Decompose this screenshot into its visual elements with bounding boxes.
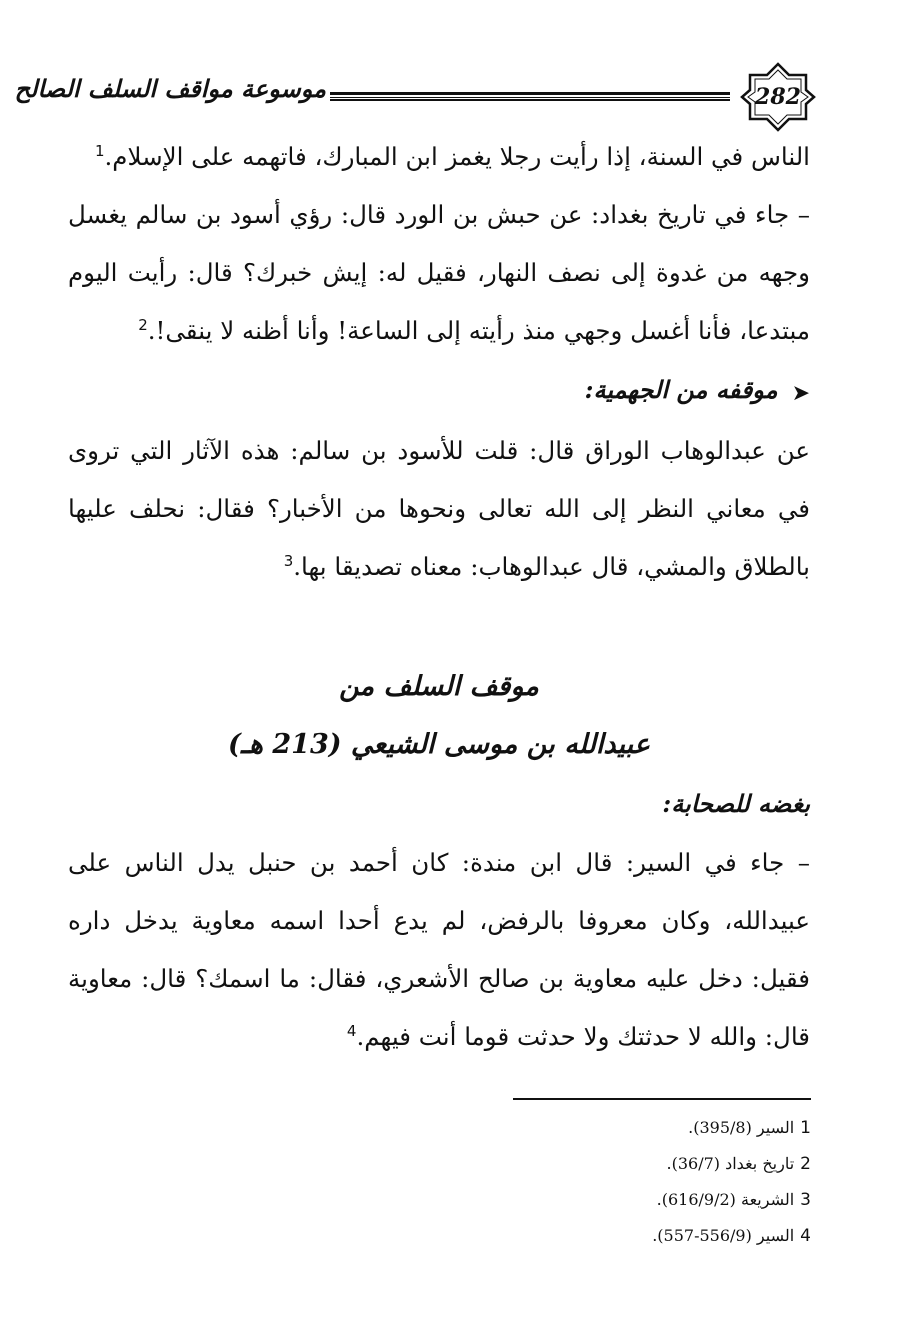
paragraph-2-text: – جاء في تاريخ بغداد: عن حبش بن الورد قال: رؤي أسود بن سالم يغسل وجهه من غدوة إلى نصف النهار، فقيل له: إيش خبرك؟ قال: رأيت اليوم مبتدعا، فأنا أغسل وجهي منذ رأيته إلى الساعة! وأنا أظنه لا ينقى!. — [68, 200, 810, 345]
paragraph-1 — [68, 128, 810, 186]
paragraph-4-text: – جاء في السير: قال ابن مندة: كان أحمد بن حنبل يدل الناس على عبيدالله، وكان معروفا بالرفض، لم يدع أحدا اسمه معاوية يدخل داره فقيل: دخل عليه معاوية بن صالح الأشعري، فقال: ما اسمك؟ قال: معاوية قال: والله لا حدثتك ولا حدثت قوما أنت فيهم. — [68, 848, 810, 1051]
header-rule — [330, 92, 730, 101]
running-title: موسوعة مواقف السلف الصالح — [14, 74, 326, 103]
paragraph-1-text: الناس في السنة، إذا رأيت رجلا يغمز ابن المبارك، فاتهمه على الإسلام. — [104, 142, 810, 171]
subheading-jahmiyya — [68, 360, 810, 422]
footnote-ref-4: 4 — [346, 1021, 357, 1040]
section-spacer — [68, 596, 810, 658]
footnote-rule — [513, 1098, 811, 1100]
subheading-sahaba: بغضه للصحابة: — [662, 789, 810, 818]
paragraph-3-text: عن عبدالوهاب الوراق قال: قلت للأسود بن سالم: هذه الآثار التي تروى في معاني النظر إلى الله تعالى ونحوها من الأخبار؟ فقال: نحلف عليها بالطلاق والمشي، قال عبدالوهاب: معناه تصديقا بها. — [68, 436, 810, 581]
footnote-text: تاريخ بغداد (36/7). — [666, 1154, 795, 1173]
footnote-ref-2: 2 — [138, 315, 148, 334]
footnote-2 — [411, 1146, 811, 1182]
section-title-line-2: عبيدالله بن موسى الشيعي (213 هـ) — [228, 729, 650, 760]
paragraph-4 — [68, 834, 810, 1066]
footnote-ref-3: 3 — [283, 551, 294, 570]
footnote-4 — [411, 1218, 811, 1254]
footnote-1 — [411, 1110, 811, 1146]
page-header — [14, 62, 816, 132]
paragraph-3 — [68, 422, 810, 596]
footnote-ref-1: 1 — [94, 141, 105, 160]
footnote-number: 3 — [800, 1190, 811, 1210]
footnote-number: 4 — [800, 1226, 811, 1246]
footnotes — [411, 1110, 811, 1254]
subheading-jahmiyya-text: موقفه من الجهمية: — [584, 375, 778, 404]
section-title-line-1: موقف السلف من — [339, 671, 539, 702]
arrow-left-icon: ➤ — [791, 381, 810, 406]
paragraph-2 — [68, 186, 810, 360]
body-text — [68, 128, 810, 1066]
footnote-text: الشريعة (616/9/2). — [656, 1190, 795, 1209]
footnote-text: السير (395/8). — [688, 1118, 795, 1137]
footnote-number: 2 — [800, 1154, 811, 1174]
footnote-3 — [411, 1182, 811, 1218]
page-number: 282 — [755, 84, 801, 110]
footnote-text: السير (556/9-557). — [652, 1226, 795, 1245]
footnote-number: 1 — [800, 1118, 811, 1138]
page-number-badge — [740, 62, 816, 132]
